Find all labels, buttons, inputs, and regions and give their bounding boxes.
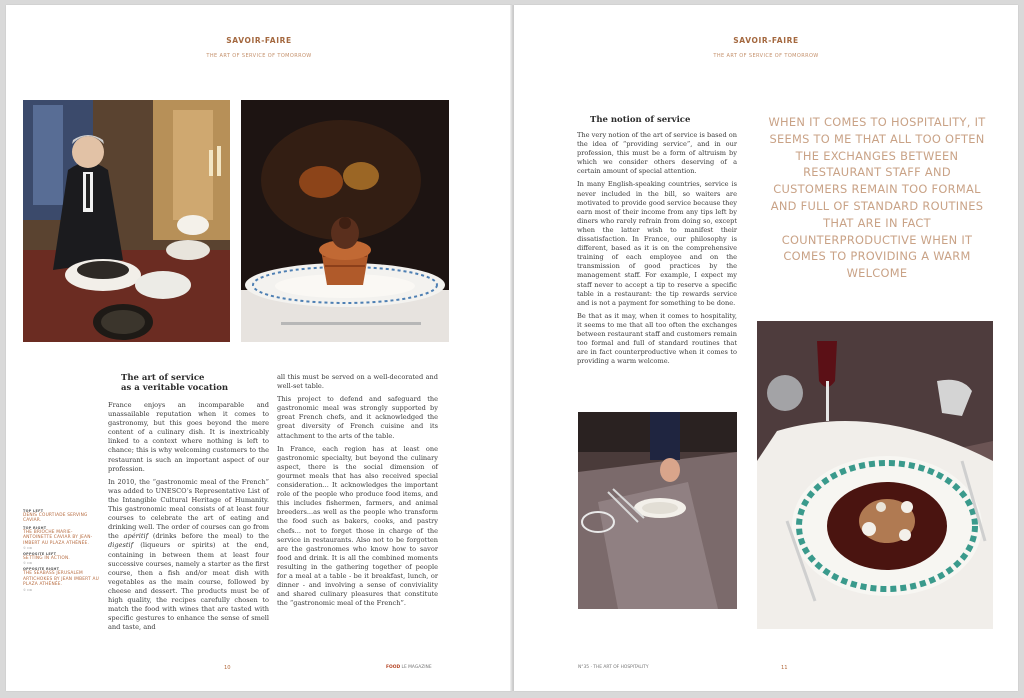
page-number: 10 [224,665,231,671]
caption-position: TOP RIGHT [23,525,47,530]
digestif-term: digestif [108,541,134,550]
paragraph-part: (drinks before the meal) to the [148,532,269,541]
section-heading: The notion of service [590,115,691,125]
caption-position: OPPOSITE LEFT [23,552,57,557]
paragraph: In many English-speaking countries, service is never included in the bill, so waiters are motivated to provide good service because they earn most of their income from any tips left by diners who rarely refrain from doing so, except when the latter wish to manifest their dissatisfaction. In France, our philosophy is different, based as it is on the comprehensive training of each employee and on the transmission of good practices by the management staff. For example, I expect my staff never to accept a tip to reserve a specific table in a restaurant: the tip rewards service and is not a payment for something to be done. [577,180,737,307]
caption-text: SETTING IN ACTION. [23,556,70,562]
left-column-2 [277,373,438,612]
section-heading [121,373,271,393]
magazine-brand: FOOD [386,665,401,670]
paragraph-part: In 2010, the “gastronomic meal of the French” was added to UNESCO’s Representative List of the Intangible Cultural Heritage of Humanity. This gastronomic meal consists of at least four courses to celebrate the art of eating and drinking well. The order of courses can go from the [108,477,269,541]
left-page [6,5,512,691]
paragraph-part: (liqueurs or spirits) at the end, containing in between them at least four successive courses, namely a starter as the first course, then a fish and/or meat dish with vegetables as the main course, followed by cheese and dessert. The products must be of high quality, the recipes carefully chosen to match the food with wines that are tasted with specific gestures to enhance the sense of smell and taste, and [108,541,269,632]
caption-position: TOP LEFT [23,509,44,513]
caption-credit: © DR [23,587,33,592]
paragraph [108,478,269,633]
caption [23,552,101,565]
paragraph: This project to defend and safeguard the gastronomic meal was strongly supported by great French chefs, and it acknowledged the great diversity of French cuisine and its attachment to the arts of the table. [277,395,438,440]
paragraph: all this must be served on a well-decorated and well-set table. [277,373,438,391]
caption-text: DENIS COURTIADE SERVING CAVIAR. [23,513,88,524]
right-page [514,5,1018,691]
section-rubric: SAVOIR-FAIRE [733,36,799,45]
right-column-text [577,131,737,370]
section-subrubric: THE ART OF SERVICE OF TOMORROW [713,53,819,59]
caption-position: OPPOSITE RIGHT [23,567,60,572]
paragraph: The very notion of the art of service is based on the idea of “providing service”, and in our profession, this must be a form of altruism by which we consider others deserving of a certain amount of special attention. [577,131,737,176]
caption-credit: © DR [23,561,33,566]
table-setting-photo [578,412,737,609]
pull-quote: WHEN IT COMES TO HOSPITALITY, IT SEEMS TO ME THAT ALL TOO OFTEN THE EXCHANGES BETWEEN RESTAURANT STAFF AND CUSTOMERS REMAIN TOO FORMAL AND FULL OF STANDARD ROUTINES THAT ARE IN FACT COUNTERPRODUCTIVE WHEN IT COMES TO PROVIDING A WARM WELCOME [768,115,986,281]
section-subrubric: THE ART OF SERVICE OF TOMORROW [206,53,312,59]
section-rubric: SAVOIR-FAIRE [226,36,292,45]
paragraph: Be that as it may, when it comes to hospitality, it seems to me that all too often the exchanges between restaurant staff and customers remain too formal and full of standard routines that are in fact counterproductive when it comes to providing a warm welcome. [577,311,737,366]
caption [23,509,101,524]
magazine-label: LE MAGAZINE [401,665,432,670]
caption-credit: © DR [23,546,33,551]
left-column-1 [108,401,269,636]
page-number: 11 [781,665,788,671]
photo-captions [23,507,101,592]
heading-line-2: as a veritable vocation [121,383,229,393]
waiter-serving-caviar-photo [23,100,230,342]
brioche-dessert-photo [241,100,449,342]
caption-text: THE SEABASS JERUSALEM ARTICHOKES BY JEAN IMBERT AU PLAZA ATHÉNÉE. [23,571,99,588]
caption-text: THE BRIOCHE MARIE-ANTOINETTE CAVIAR BY JEAN-IMBERT AU PLAZA ATHÉNÉE. [23,529,93,546]
issue-label: N°35 · THE ART OF HOSPITALITY [578,665,649,670]
paragraph: France enjoys an incomparable and unassailable reputation when it comes to gastronomy, but this goes beyond the mere content of a culinary dish. It is inextricably linked to a context where nothing is left to chance; this is why welcoming customers to the restaurant is such an important aspect of our profession. [108,401,269,473]
aperitif-term: apéritif [123,532,149,541]
paragraph: In France, each region has at least one gastronomic specialty, but beyond the culinary aspect, there is the social dimension of gourmet meals that has also received special consideration... It acknowledges the important role of the people who produce food items, and this includes fishermen, farmers, and animal breeders...as well as the people who transform the food such as bakers, cooks, and pastry chefs... not to forget those in charge of the service in restaurants. Also not to be forgotten are the gastronomes who know how to savor food and drink. It is all the combined moments resulting in the gathering together of people for a meal at a table - be it breakfast, lunch, or dinner - and involving a sense of conviviality and shared culinary pleasures that constitute the “gastronomic meal of the French”. [277,444,438,608]
magazine-mark [386,665,432,670]
caption [23,526,101,550]
seabass-dish-photo [757,321,993,629]
caption [23,567,101,591]
heading-line-1: The art of service [121,373,205,383]
